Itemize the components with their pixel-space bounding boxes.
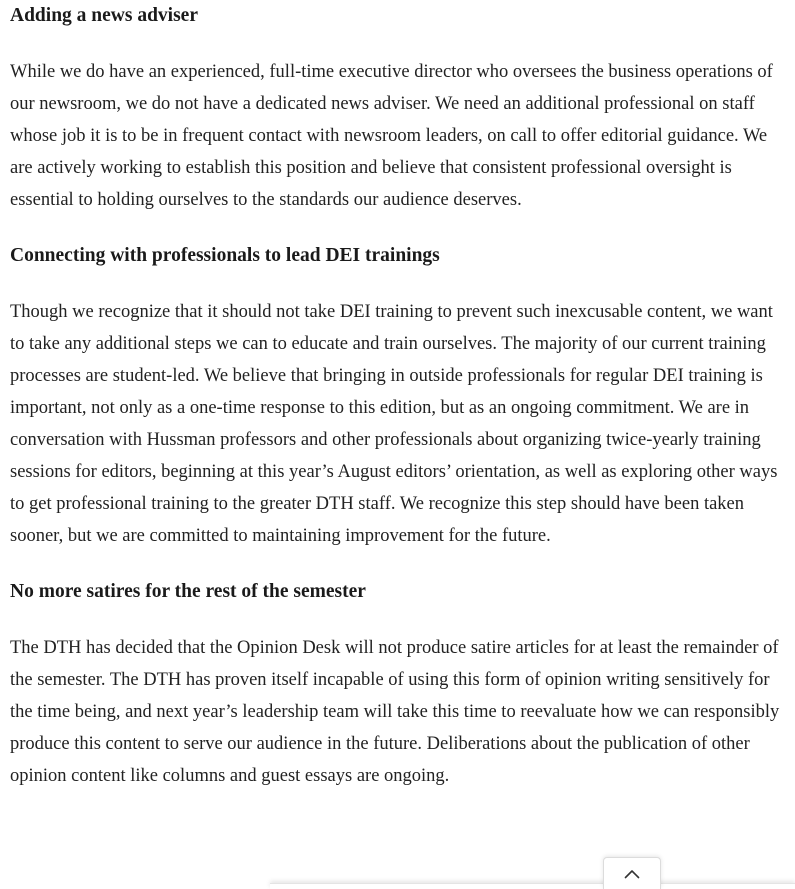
- scroll-to-top-button[interactable]: [603, 857, 661, 889]
- section-heading-dei-trainings: Connecting with professionals to lead DEI trainings: [10, 245, 440, 266]
- bottom-drawer-bar: [270, 883, 795, 889]
- chevron-up-icon: [624, 869, 640, 879]
- article-body: [10, 0, 780, 792]
- paragraph-no-satires: The DTH has decided that the Opinion Desk will not produce satire articles for at least the remainder of the semester. The DTH has proven itself incapable of using this form of opinion writing sensitively for the time being, and next year’s leadership team will take this time to reevaluate how we can responsibly produce this content to serve our audience in the future. Deliberations about the publication of other opinion content like columns and guest essays are ongoing.: [10, 638, 780, 786]
- section-heading-news-adviser: Adding a news adviser: [10, 5, 198, 26]
- paragraph-dei-trainings: Though we recognize that it should not take DEI training to prevent such inexcusable content, we want to take any additional steps we can to educate and train ourselves. The majority of our current training processes are student-led. We believe that bringing in outside professionals for regular DEI training is important, not only as a one-time response to this edition, but as an ongoing commitment. We are in conversation with Hussman professors and other professionals about organizing twice-yearly training sessions for editors, beginning at this year’s August editors’ orientation, as well as exploring other ways to get professional training to the greater DTH staff. We recognize this step should have been taken sooner, but we are committed to maintaining improvement for the future.: [10, 302, 778, 546]
- paragraph-news-adviser: While we do have an experienced, full-time executive director who oversees the business operations of our newsroom, we do not have a dedicated news adviser. We need an additional professional on staff whose job it is to be in frequent contact with newsroom leaders, on call to offer editorial guidance. We are actively working to establish this position and believe that consistent professional oversight is essential to holding ourselves to the standards our audience deserves.: [10, 62, 773, 210]
- section-heading-no-satires: No more satires for the rest of the semester: [10, 581, 366, 602]
